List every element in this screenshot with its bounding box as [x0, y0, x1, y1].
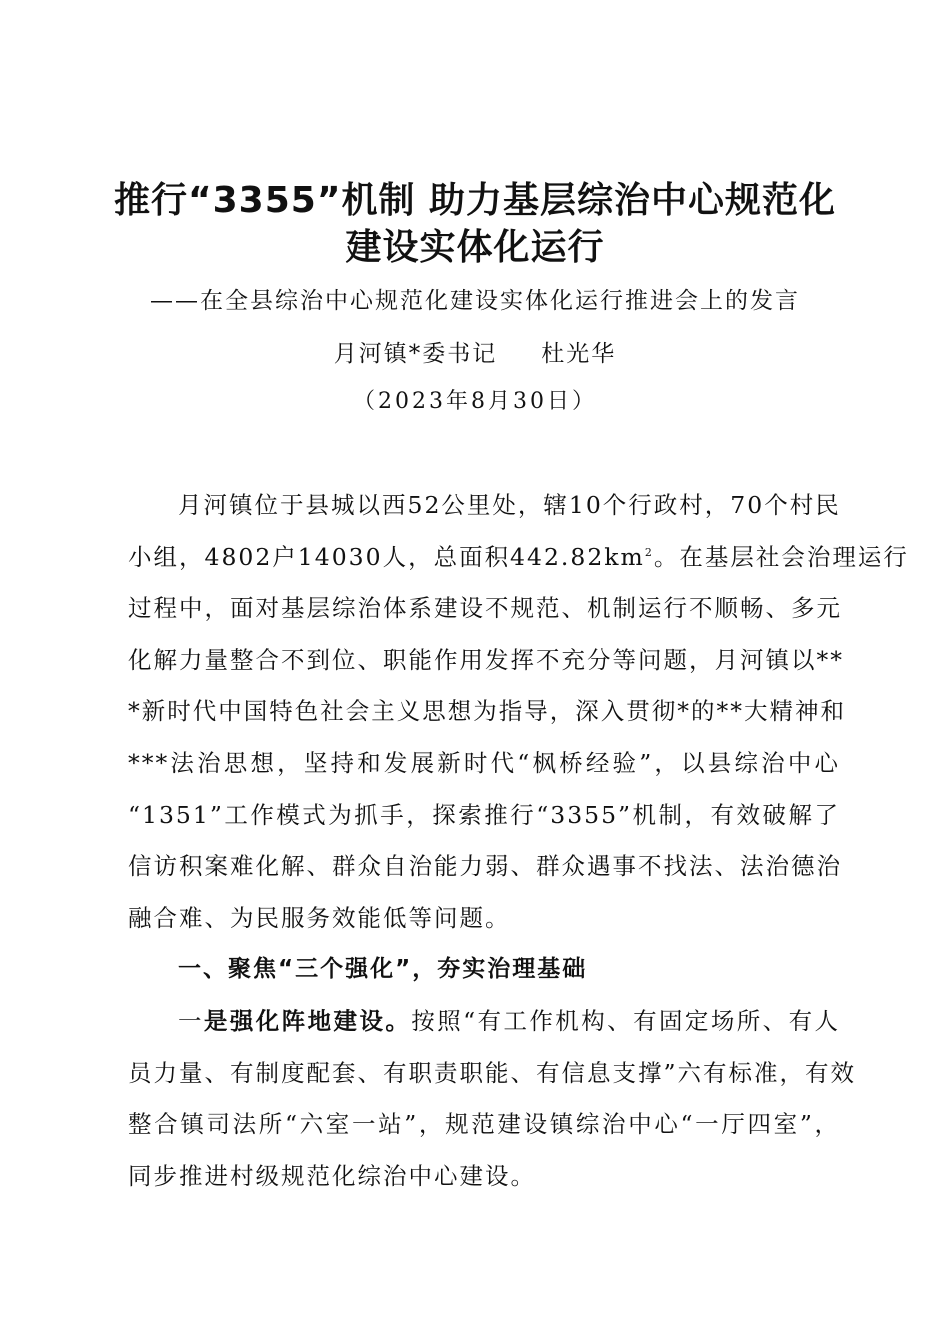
- paragraph-1-line-2: [128, 532, 909, 584]
- paragraph-1-line-2-head: 小组，4802户14030人，总面积442.82km: [128, 542, 645, 571]
- paragraph-1-line-2-tail: 。在基层社会治理运行: [653, 542, 909, 571]
- paragraph-2-line-2: 员力量、有制度配套、有职责职能、有信息支撑”六有标准，有效: [128, 1058, 857, 1087]
- document-body: [128, 480, 909, 1202]
- paragraph-2-lead-bold: 是强化阵地建设。: [203, 1006, 412, 1035]
- document-subtitle: ——在全县综治中心规范化建设实体化运行推进会上的发言: [150, 288, 800, 314]
- author-position: 月河镇*委书记: [333, 341, 498, 367]
- author-line: [60, 338, 890, 370]
- author-name: 杜光华: [541, 341, 617, 367]
- paragraph-1-line-9: 融合难、为民服务效能低等问题。: [128, 903, 511, 932]
- paragraph-1-line-3: 过程中，面对基层综治体系建设不规范、机制运行不顺畅、多元: [128, 594, 842, 623]
- document-title-line-2: 建设实体化运行: [345, 227, 605, 268]
- paragraph-1-line-6: ***法治思想，坚持和发展新时代“枫桥经验”，以县综治中心: [128, 748, 840, 777]
- area-unit-superscript: 2: [644, 545, 654, 559]
- document-title-line-1: 推行“3355”机制 助力基层综治中心规范化: [113, 180, 837, 221]
- section-1-heading: 一、聚焦“三个强化”，夯实治理基础: [178, 956, 588, 983]
- paragraph-1-line-1: 月河镇位于县城以西52公里处，辖10个行政村，70个村民: [178, 491, 841, 519]
- speech-date: （2023年8月30日）: [353, 389, 597, 414]
- paragraph-2-line-1: [128, 996, 840, 1048]
- paragraph-1-line-5: *新时代中国特色社会主义思想为指导，深入贯彻*的**大精神和: [128, 697, 846, 726]
- paragraph-1-line-8: 信访积案难化解、群众自治能力弱、群众遇事不找法、法治德治: [128, 852, 842, 881]
- paragraph-2-line-1-text: 按照“有工作机构、有固定场所、有人: [411, 1006, 841, 1035]
- paragraph-2-line-3: 整合镇司法所“六室一站”，规范建设镇综治中心“一厅四室”，: [128, 1110, 840, 1139]
- paragraph-2-lead-plain: 一: [178, 1006, 204, 1035]
- paragraph-1-line-4: 化解力量整合不到位、职能作用发挥不充分等问题，月河镇以**: [128, 645, 844, 674]
- paragraph-1-line-7: “1351”工作模式为抓手，探索推行“3355”机制，有效破解了: [128, 800, 840, 829]
- paragraph-2-line-4: 同步推进村级规范化综治中心建设。: [128, 1161, 536, 1190]
